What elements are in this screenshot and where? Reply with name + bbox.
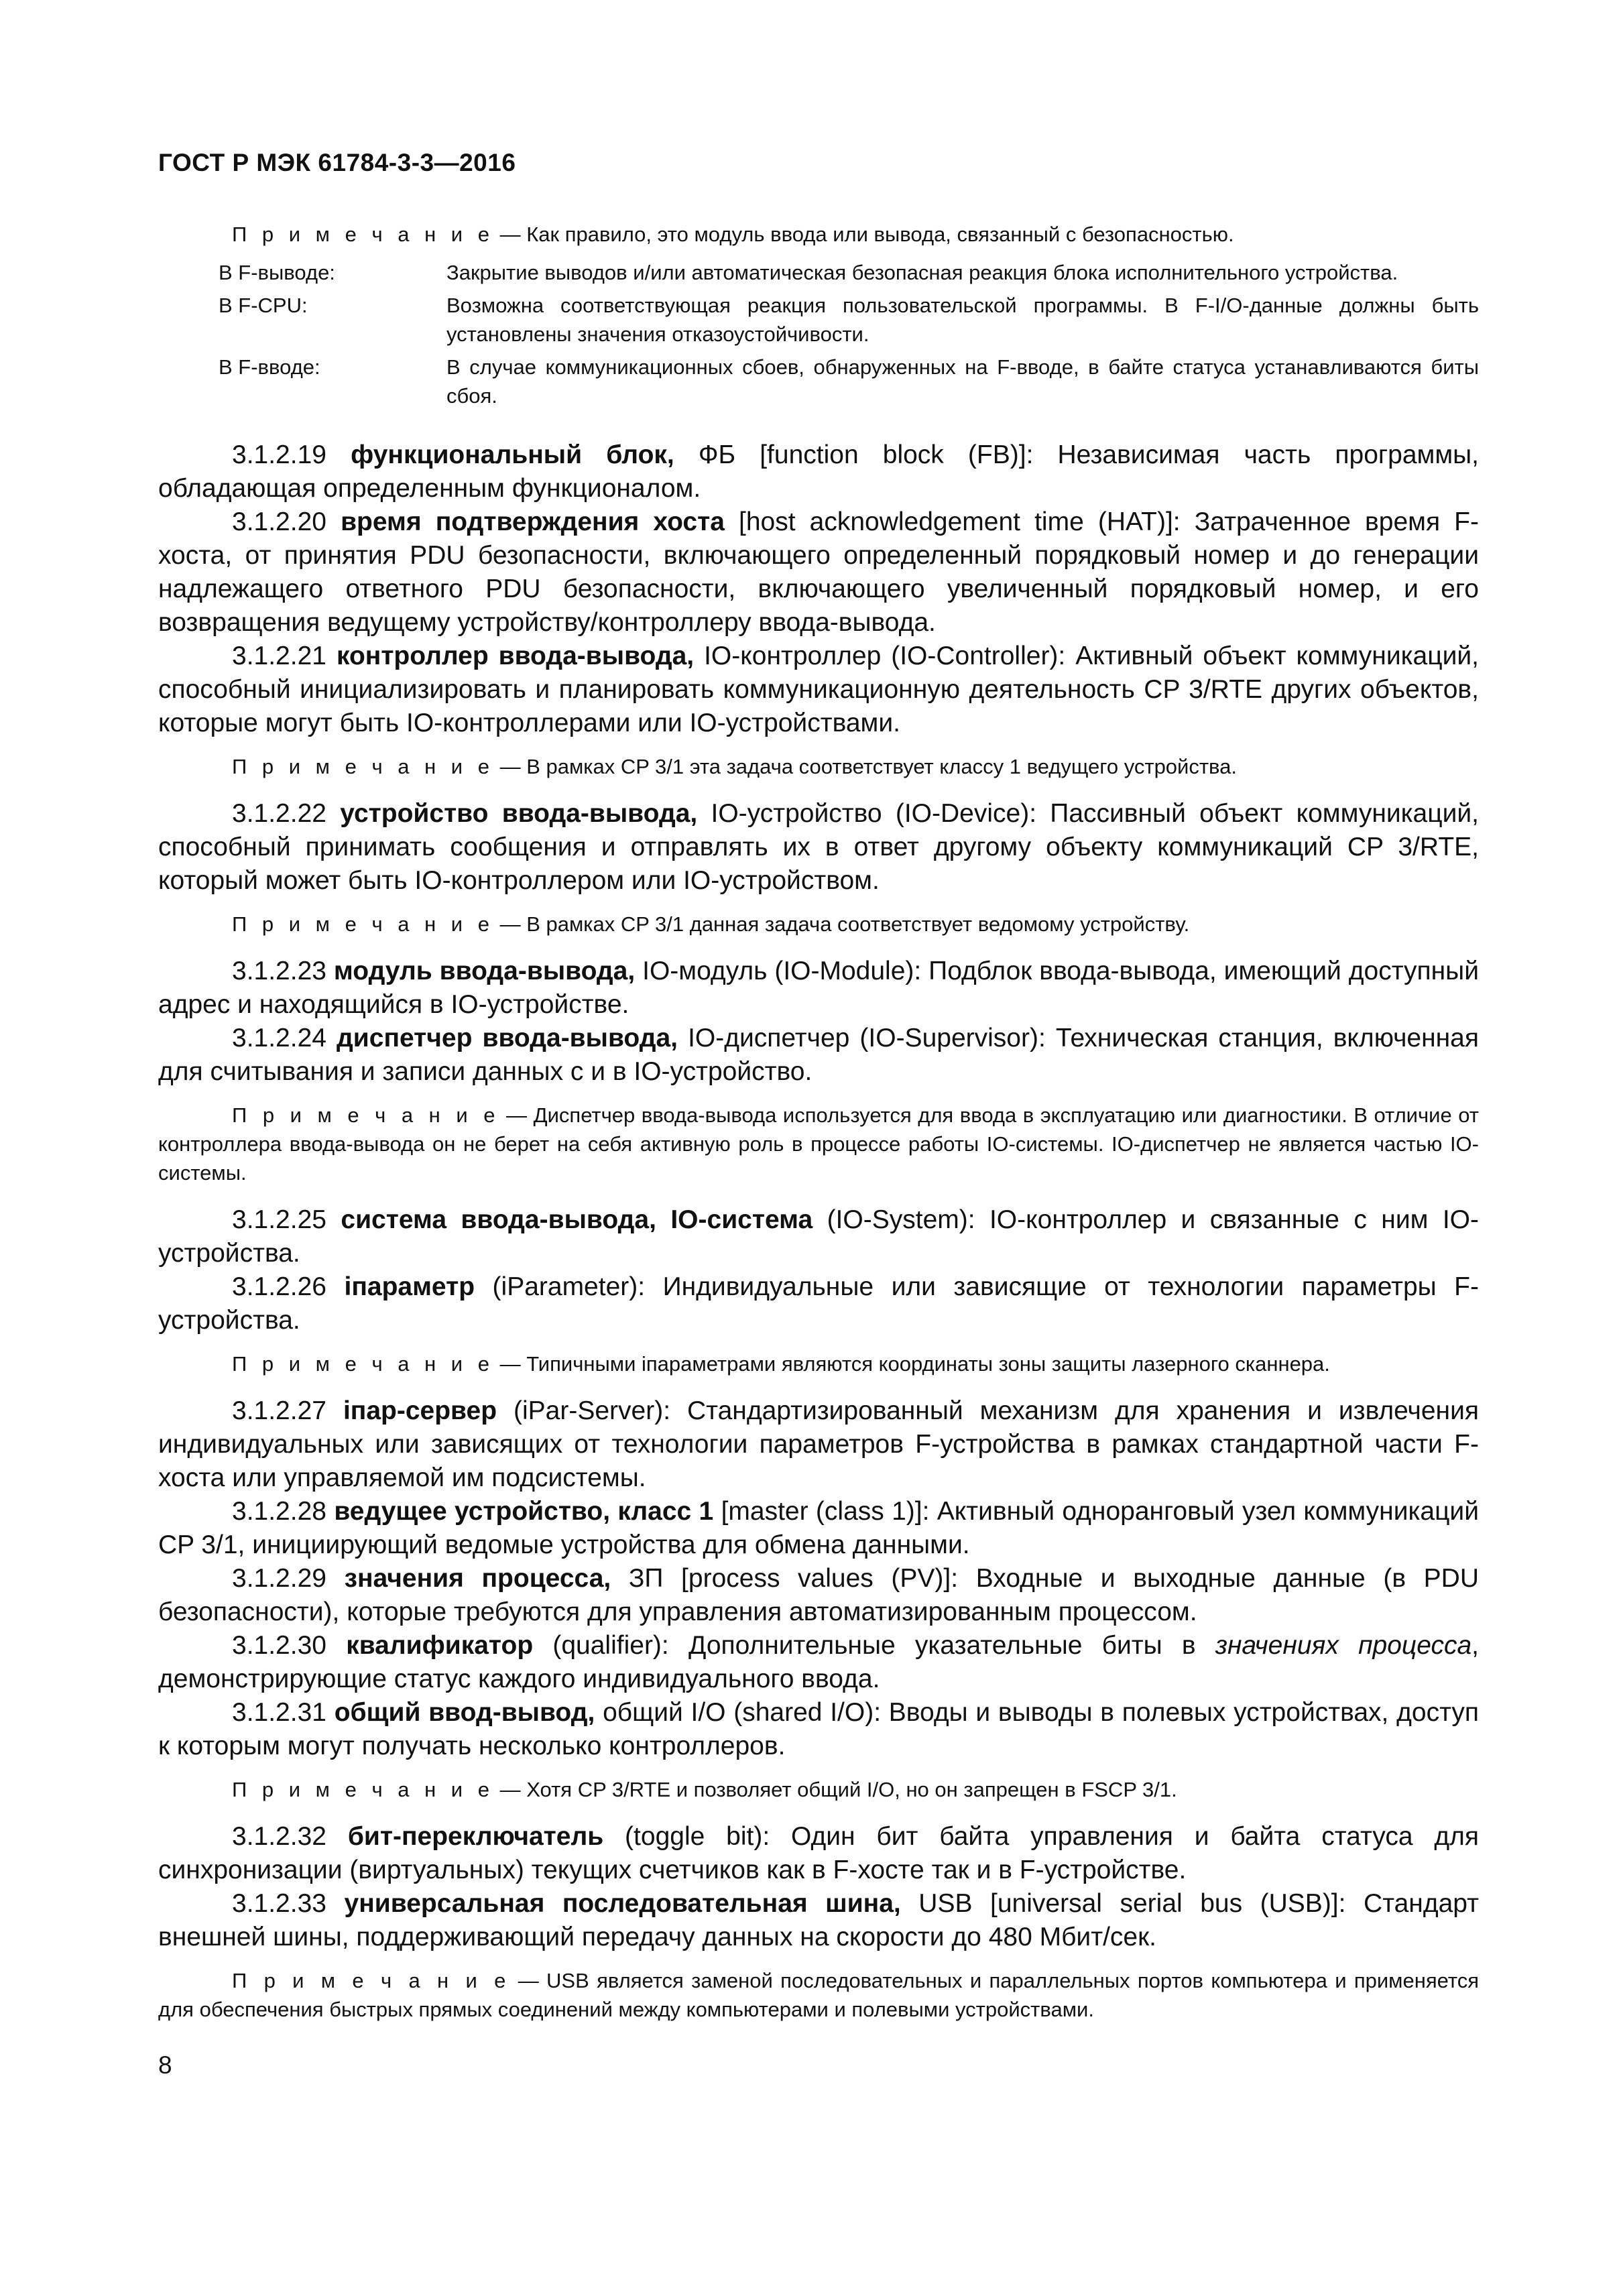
definition-label: В F-CPU: bbox=[219, 294, 308, 317]
note-text: — Типичными iпараметрами являются координаты зоны защиты лазерного сканнера. bbox=[499, 1352, 1330, 1376]
term-entry-3-1-2-28 bbox=[158, 1495, 1479, 1562]
term-definition: (IO-System): IO-контроллер и связанные с ним IO-устройства. bbox=[158, 1205, 1479, 1268]
document-body bbox=[158, 220, 1479, 2040]
note-text: — USB является заменой последовательных и параллельных портов компьютера и применяется для обеспечения быстрых прямых соединений между компьютерами и полевыми устройствами. bbox=[158, 1969, 1479, 2021]
term-entry-3-1-2-20 bbox=[158, 505, 1479, 640]
term-name: значения процесса, bbox=[344, 1564, 611, 1593]
note-3-1-2-26 bbox=[158, 1349, 1479, 1378]
term-name: устройство ввода-вывода, bbox=[340, 799, 698, 828]
note-text: — Хотя CP 3/RTE и позволяет общий I/O, но он запрещен в FSCP 3/1. bbox=[499, 1778, 1177, 1801]
term-number: 3.1.2.25 bbox=[232, 1205, 326, 1234]
note-3-1-2-24 bbox=[158, 1101, 1479, 1187]
term-name: модуль ввода-вывода, bbox=[333, 957, 636, 985]
term-number: 3.1.2.22 bbox=[232, 799, 326, 828]
note-label: П р и м е ч а н и е bbox=[232, 1969, 511, 1992]
term-definition: (qualifier): Дополнительные указательные биты в bbox=[533, 1631, 1215, 1660]
definition-text: Возможна соответствующая реакция пользовательской программы. В F-I/O-данные должны быть установлены значения отказоустойчивости. bbox=[446, 294, 1479, 346]
page-number: 8 bbox=[158, 2051, 172, 2079]
definitions-table bbox=[158, 258, 1479, 414]
term-name: ведущее устройство, класс 1 bbox=[334, 1497, 714, 1526]
term-definition: IO-устройство (IO-Device): Пассивный объект коммуникаций, способный принимать сообщения и отправлять их в ответ другому объекту коммуникаций CP 3/RTE, который может быть IO-контроллером или IO-устройством. bbox=[158, 799, 1479, 895]
term-name: диспетчер ввода-вывода, bbox=[337, 1024, 678, 1052]
term-number: 3.1.2.20 bbox=[232, 507, 326, 536]
term-name: iпар-сервер bbox=[343, 1396, 497, 1425]
note-text: — В рамках CP 3/1 эта задача соответствует классу 1 ведущего устройства. bbox=[499, 755, 1238, 778]
term-number: 3.1.2.28 bbox=[232, 1497, 326, 1526]
term-entry-3-1-2-32 bbox=[158, 1820, 1479, 1887]
term-entry-3-1-2-22 bbox=[158, 797, 1479, 898]
term-number: 3.1.2.19 bbox=[232, 440, 326, 469]
definition-text: В случае коммуникационных сбоев, обнаруженных на F-вводе, в байте статуса устанавливаются биты сбоя. bbox=[446, 355, 1479, 408]
note-text: — В рамках CP 3/1 данная задача соответствует ведомому устройству. bbox=[499, 912, 1190, 936]
term-number: 3.1.2.31 bbox=[232, 1698, 326, 1727]
term-definition: , демонстрирующие статус каждого индивидуального ввода. bbox=[158, 1631, 1479, 1693]
note-label: П р и м е ч а н и е bbox=[232, 912, 494, 936]
term-number: 3.1.2.23 bbox=[232, 957, 326, 985]
term-definition: ЗП [process values (PV)]: Входные и выходные данные (в PDU безопасности), которые требуются для управления автоматизированным процессом. bbox=[158, 1564, 1479, 1626]
term-number: 3.1.2.30 bbox=[232, 1631, 326, 1660]
term-entry-3-1-2-30 bbox=[158, 1629, 1479, 1696]
term-number: 3.1.2.26 bbox=[232, 1272, 326, 1301]
note-text: — Как правило, это модуль ввода или вывода, связанный с безопасностью. bbox=[499, 223, 1234, 246]
term-number: 3.1.2.32 bbox=[232, 1822, 326, 1851]
term-definition: USB [universal serial bus (USB)]: Стандарт внешней шины, поддерживающий передачу данных на скорости до 480 Мбит/сек. bbox=[158, 1889, 1479, 1951]
term-definition: (iParameter): Индивидуальные или зависящие от технологии параметры F-устройства. bbox=[158, 1272, 1479, 1335]
term-entry-3-1-2-26 bbox=[158, 1270, 1479, 1337]
term-name: квалификатор bbox=[346, 1631, 534, 1660]
term-number: 3.1.2.29 bbox=[232, 1564, 326, 1593]
term-name: iпараметр bbox=[344, 1272, 475, 1301]
term-definition: (iPar-Server): Стандартизированный механизм для хранения и извлечения индивидуальных или зависящих от технологии параметров F-устройства в рамках стандартной части F-хоста или управляемой им подсистемы. bbox=[158, 1396, 1479, 1492]
term-definition: (toggle bit): Один бит байта управления и байта статуса для синхронизации (виртуальных) текущих счетчиков как в F-хосте так и в F-устройстве. bbox=[158, 1822, 1480, 1884]
note-label: П р и м е ч а н и е bbox=[232, 1103, 500, 1127]
term-name: универсальная последовательная шина, bbox=[344, 1889, 901, 1918]
term-number: 3.1.2.27 bbox=[232, 1396, 326, 1425]
term-definition: [master (class 1)]: Активный одноранговый узел коммуникаций CP 3/1, инициирующий ведомые устройства для обмена данными. bbox=[158, 1497, 1480, 1559]
note-text: — Диспетчер ввода-вывода используется для ввода в эксплуатацию или диагностики. В отличие от контроллера ввода-вывода он не берет на себя активную роль в процессе работы IO-системы. IO-диспетчер не является частью IO-системы. bbox=[158, 1103, 1479, 1185]
term-name: бит-переключатель bbox=[347, 1822, 604, 1851]
term-definition: [host acknowledgement time (HAT)]: Затраченное время F-хоста, от принятия PDU безопасности, включающего определенный порядковый номер и до генерации надлежащего ответного PDU безопасности, включающего увеличенный порядковый номер, и его возвращения ведущему устройству/контроллеру ввода-вывода. bbox=[158, 507, 1479, 637]
term-definition: IO-контроллер (IO-Controller): Активный объект коммуникаций, способный инициализировать и планировать коммуникационную деятельность CP 3/RTE других объектов, которые могут быть IO-контроллерами или IO-устройствами. bbox=[158, 642, 1479, 737]
term-name: контроллер ввода-вывода, bbox=[336, 642, 695, 670]
term-name: время подтверждения хоста bbox=[341, 507, 725, 536]
term-definition: IO-диспетчер (IO-Supervisor): Техническая станция, включенная для считывания и записи данных с и в IO-устройство. bbox=[158, 1024, 1479, 1086]
term-name: функциональный блок, bbox=[351, 440, 674, 469]
term-number: 3.1.2.33 bbox=[232, 1889, 326, 1918]
definition-label: В F-выводе: bbox=[219, 261, 335, 284]
term-definition: IO-модуль (IO-Module): Подблок ввода-вывода, имеющий доступный адрес и находящийся в IO-устройстве. bbox=[158, 957, 1479, 1019]
term-entry-3-1-2-33 bbox=[158, 1887, 1479, 1954]
term-definition: общий I/O (shared I/O): Вводы и выводы в полевых устройствах, доступ к которым могут получать несколько контроллеров. bbox=[158, 1698, 1479, 1760]
term-entry-3-1-2-31 bbox=[158, 1696, 1479, 1763]
note-3-1-2-21 bbox=[158, 752, 1479, 781]
note-3-1-2-33 bbox=[158, 1966, 1479, 2024]
note-label: П р и м е ч а н и е bbox=[232, 223, 494, 246]
note-label: П р и м е ч а н и е bbox=[232, 1352, 494, 1376]
definition-label: В F-вводе: bbox=[219, 355, 320, 379]
term-entry-3-1-2-27 bbox=[158, 1394, 1479, 1495]
term-entry-3-1-2-29 bbox=[158, 1562, 1479, 1629]
term-entry-3-1-2-25 bbox=[158, 1203, 1479, 1270]
term-entry-3-1-2-24 bbox=[158, 1022, 1479, 1089]
definition-text: Закрытие выводов и/или автоматическая безопасная реакция блока исполнительного устройства. bbox=[446, 261, 1398, 284]
term-entry-3-1-2-23 bbox=[158, 955, 1479, 1022]
note-3-1-2-22 bbox=[158, 910, 1479, 939]
standard-header: ГОСТ Р МЭК 61784-3-3—2016 bbox=[158, 149, 516, 176]
term-number: 3.1.2.21 bbox=[232, 642, 326, 670]
term-entry-3-1-2-19 bbox=[158, 438, 1479, 505]
note-intro bbox=[158, 220, 1479, 249]
term-name: система ввода-вывода, IO-система bbox=[341, 1205, 813, 1234]
term-entry-3-1-2-21 bbox=[158, 640, 1479, 740]
term-definition: ФБ [function block (FB)]: Независимая часть программы, обладающая определенным функционалом. bbox=[158, 440, 1480, 503]
term-number: 3.1.2.24 bbox=[232, 1024, 326, 1052]
term-name: общий ввод-вывод, bbox=[334, 1698, 595, 1727]
note-label: П р и м е ч а н и е bbox=[232, 1778, 494, 1801]
note-label: П р и м е ч а н и е bbox=[232, 755, 494, 778]
note-3-1-2-31 bbox=[158, 1775, 1479, 1804]
term-emphasis: значениях процесса bbox=[1215, 1631, 1472, 1660]
